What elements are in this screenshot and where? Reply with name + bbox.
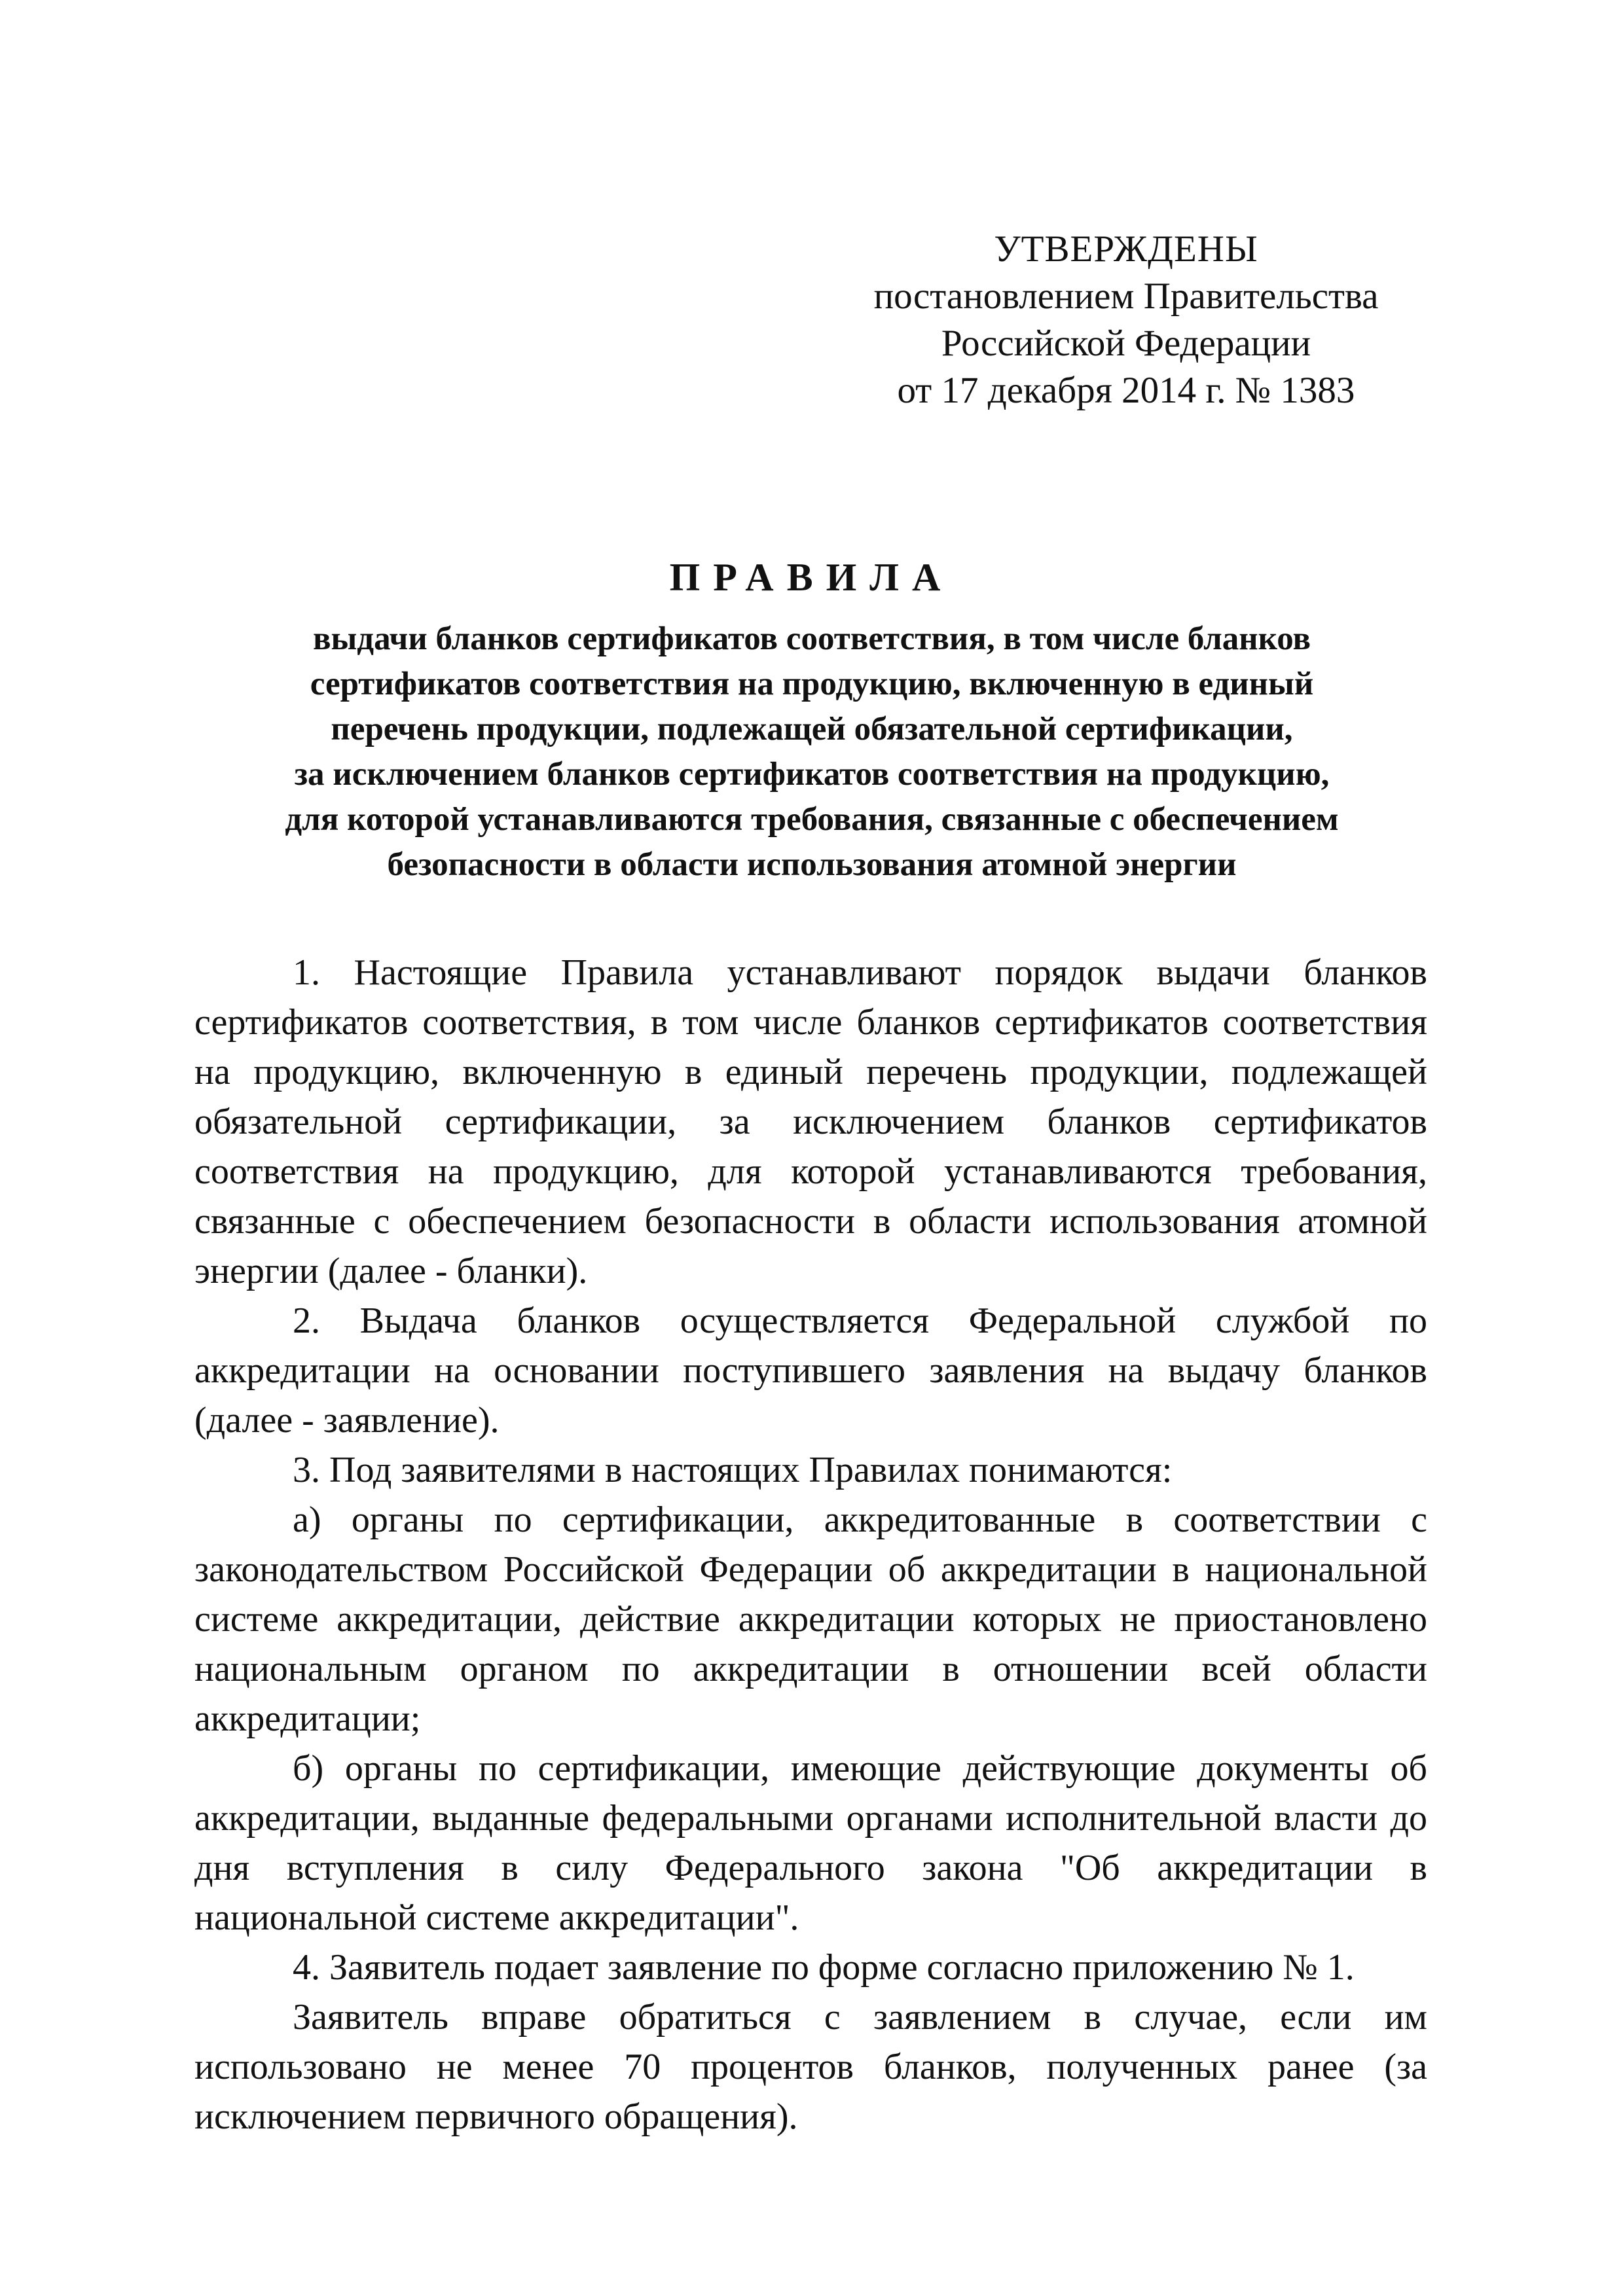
document-title: ПРАВИЛА xyxy=(669,556,954,599)
subtitle-line: сертификатов соответствия на продукцию, включенную в единый xyxy=(310,666,1314,702)
approval-heading: УТВЕРЖДЕНЫ xyxy=(994,228,1258,270)
document-body xyxy=(194,948,1427,2142)
subtitle-line: выдачи бланков сертификатов соответствия, в том числе бланков xyxy=(312,620,1311,657)
subtitle-line: за исключением бланков сертификатов соответствия на продукцию, xyxy=(294,756,1330,793)
approval-line-3: от 17 декабря 2014 г. № 1383 xyxy=(897,370,1355,411)
paragraph-3: 3. Под заявителями в настоящих Правилах понимаются: xyxy=(293,1450,1173,1490)
approval-line-2: Российской Федерации xyxy=(941,323,1311,364)
paragraph-4: 4. Заявитель подает заявление по форме согласно приложению № 1. xyxy=(293,1947,1355,1988)
approval-block xyxy=(838,226,1414,414)
document-subtitle xyxy=(164,617,1460,888)
paragraph-3a: а) органы по сертификации, аккредитованные в соответствии с законодательством Российской Федерации об аккредитации в национальной системе аккредитации, действие аккредитации которых не приостановлено национальным органом по аккредитации в отношении всей области аккредитации; xyxy=(194,1499,1427,1739)
subtitle-line: перечень продукции, подлежащей обязательной сертификации, xyxy=(331,711,1293,747)
approval-line-1: постановлением Правительства xyxy=(873,276,1379,317)
subtitle-line: для которой устанавливаются требования, связанные с обеспечением xyxy=(285,801,1339,838)
paragraph-4-note: Заявитель вправе обратиться с заявлением в случае, если им использовано не менее 70 процентов бланков, полученных ранее (за исключением первичного обращения). xyxy=(194,1997,1427,2137)
paragraph-3b: б) органы по сертификации, имеющие действующие документы об аккредитации, выданные федеральными органами исполнительной власти до дня вступления в силу Федерального закона "Об аккредитации в национальной системе аккредитации". xyxy=(194,1748,1427,1938)
paragraph-2: 2. Выдача бланков осуществляется Федеральной службой по аккредитации на основании поступившего заявления на выдачу бланков (далее - заявление). xyxy=(194,1300,1427,1441)
subtitle-line: безопасности в области использования атомной энергии xyxy=(387,846,1237,883)
paragraph-1: 1. Настоящие Правила устанавливают порядок выдачи бланков сертификатов соответствия, в том числе бланков сертификатов соответствия на продукцию, включенную в единый перечень продукции, подлежащей обязательной сертификации, за исключением бланков сертификатов соответствия на продукцию, для которой устанавливаются требования, связанные с обеспечением безопасности в области использования атомной энергии (далее - бланки). xyxy=(194,952,1427,1291)
